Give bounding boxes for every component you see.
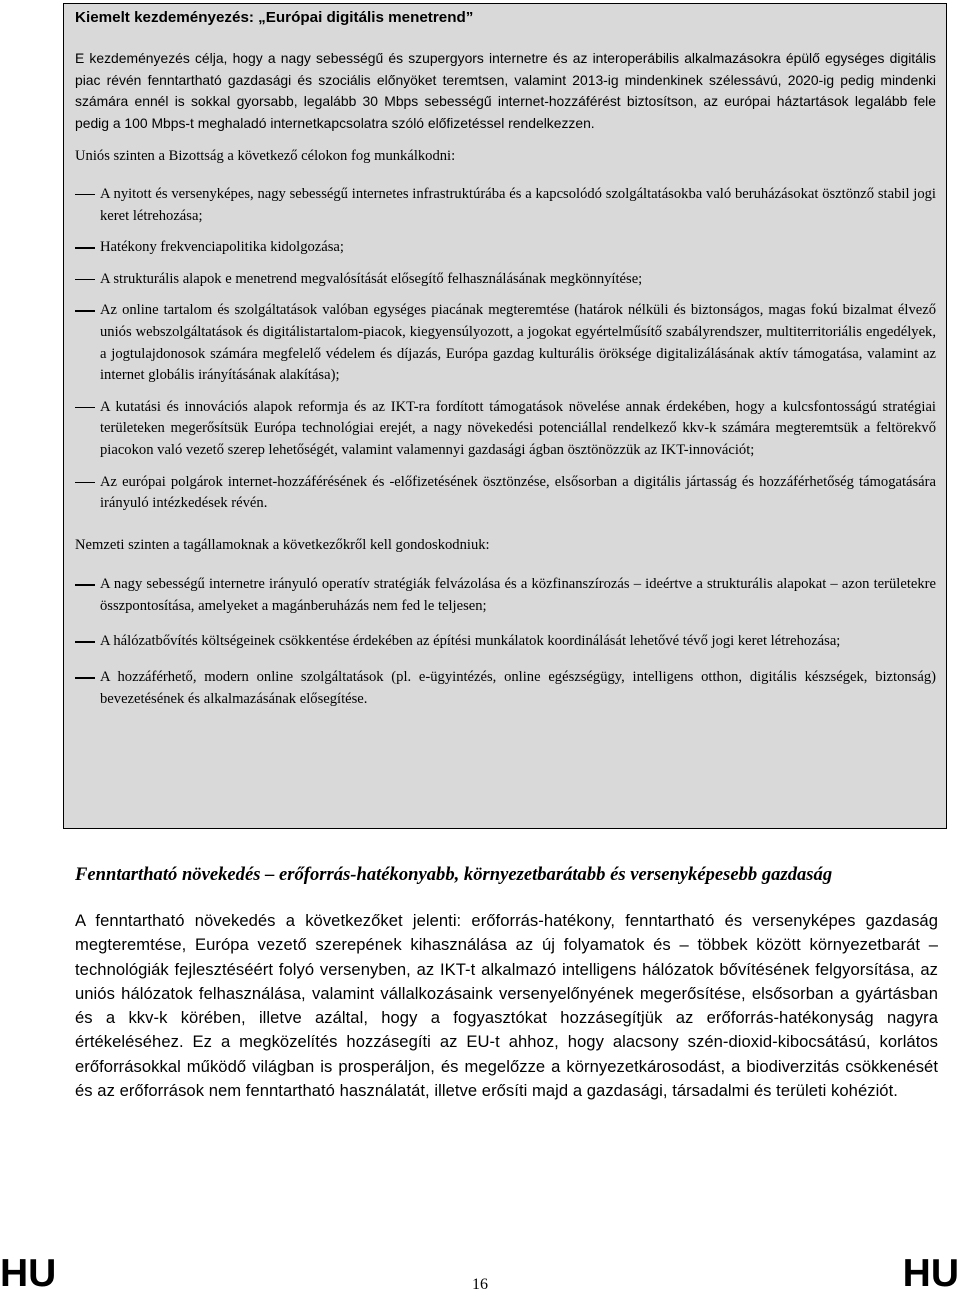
box-intro-paragraph: E kezdeményezés célja, hogy a nagy sebességű és szupergyors internetre és az interoperábilis alkalmazásokra épülő egységes digitális piac révén fenntartható gazdasági és szociális előnyöket teremtsen, valamint 2013-ig mindenkinek szélessávú, 2020-ig pedig mindenki számára ennél is sokkal gyorsabb, legalább 30 Mbps sebességű internet-hozzáférést biztosítson, az európai háztartások legalább fele pedig a 100 Mbps-t meghaladó internetkapcsolatra szóló előfizetéssel rendelkezzen. (75, 50, 936, 131)
eu-level-lead: Uniós szinten a Bizottság a következő célokon fog munkálkodni: (75, 148, 456, 165)
dash-bullet-icon (75, 482, 95, 484)
list-item-text: A kutatási és innovációs alapok reformja és az IKT-ra fordított támogatások növelése annak érdekében, hogy a kulcsfontosságú stratégiai területeken megerősítsük Európa technológiai erejét, a nagy növekedési potenciállal rendelkező kkv-k számára megteremtsük a feltörekvő piacokon való vezető szerep lehetőségét, valamint valamennyi gazdasági ágban ösztönözzük az IKT-innovációt; (100, 398, 936, 458)
list-item (75, 631, 936, 653)
list-item-text: A strukturális alapok e menetrend megvalósítását elősegítő felhasználásának megkönnyítése; (100, 270, 643, 287)
footer-language-code-right: HU (902, 1252, 959, 1295)
list-item-text: Hatékony frekvenciapolitika kidolgozása; (100, 239, 344, 256)
list-item (75, 300, 936, 386)
dash-bullet-icon (75, 310, 95, 312)
eu-level-list (75, 184, 936, 515)
dash-bullet-icon (75, 677, 95, 679)
list-item (75, 237, 936, 259)
list-item-text: A nyitott és versenyképes, nagy sebességű internetes infrastruktúrába és a kapcsolódó szolgáltatásokba való beruházásokat ösztönző stabil jogi keret létrehozása; (100, 185, 936, 224)
list-item (75, 667, 936, 710)
list-item (75, 397, 936, 462)
dash-bullet-icon (75, 279, 95, 281)
list-item (75, 574, 936, 617)
section-body-paragraph: A fenntartható növekedés a következőket jelenti: erőforrás-hatékony, fenntartható és versenyképes gazdaság megteremtése, Európa vezető szerepének kihasználása az új folyamatok és – többek között környezetbarát – technológiák fejlesztéséért folyó versenyben, az IKT-t alkalmazó intelligens hálózatok bővítésének felgyorsítása, az uniós hálózatok felhasználása, valamint vállalkozásaink versenyelőnyének megerősítése, elsősorban a gyártásban és a kkv-k körében, illetve azáltal, hogy a fogyasztókat hozzásegítjük az erőforrás-hatékonyság nagyra értékeléséhez. Ez a megközelítés hozzásegíti az EU-t ahhoz, hogy alacsony szén-dioxid-kibocsátású, korlátos erőforrásokkal működő világban is prosperáljon, és megelőzze a környezetkárosodást, a biodiverzitás csökkenését és az erőforrások nem fenntartható használatát, illetve erősíti majd a gazdasági, társadalmi és területi kohéziót. (75, 911, 938, 1101)
list-item (75, 269, 936, 291)
list-item (75, 184, 936, 227)
national-level-list (75, 574, 936, 710)
sustainable-growth-section (75, 863, 938, 1103)
dash-bullet-icon (75, 584, 95, 586)
section-heading: Fenntartható növekedés – erőforrás-hatékonyabb, környezetbarátabb és versenyképesebb gazdaság (75, 864, 833, 885)
list-item-text: Az online tartalom és szolgáltatások valóban egységes piacának megteremtése (határok nélküli és biztonságos, magas fokú bizalmat élvező uniós webszolgáltatások és digitálistartalom-piacok, kiegyensúlyozott, a jogokat egyértelműsítő szabályrendszer, multiterritoriális engedélyek, a jogtulajdonosok számára megfelelő védelem és díjazás, Európa gazdag kulturális öröksége digitalizálásának aktív támogatása, valamint az internet globális irányításának alakítása); (100, 302, 936, 384)
dash-bullet-icon (75, 247, 95, 249)
page-number: 16 (472, 1276, 488, 1293)
dash-bullet-icon (75, 407, 95, 409)
highlight-box (63, 3, 947, 829)
list-item-text: A nagy sebességű internetre irányuló operatív stratégiák felvázolása és a közfinanszírozás – ideértve a strukturális alapokat – azon területekre összpontosítása, amelyeket a magánberuházás nem fed le teljesen; (100, 576, 936, 614)
dash-bullet-icon (75, 641, 95, 643)
box-title: Kiemelt kezdeményezés: „Európai digitális menetrend” (75, 9, 474, 26)
list-item-text: Az európai polgárok internet-hozzáférésének és -előfizetésének ösztönzése, elsősorban a digitális jártasság és hozzáférhetőség támogatására irányuló intézkedések révén. (100, 473, 936, 512)
dash-bullet-icon (75, 194, 95, 196)
list-item (75, 472, 936, 515)
list-item-text: A hálózatbővítés költségeinek csökkentése érdekében az építési munkálatok koordinálását lehetővé tévő jogi keret létrehozása; (100, 633, 841, 650)
national-level-lead: Nemzeti szinten a tagállamoknak a következőkről kell gondoskodniuk: (75, 536, 490, 553)
list-item-text: A hozzáférhető, modern online szolgáltatások (pl. e-ügyintézés, online egészségügy, intelligens otthon, digitális készségek, biztonság) bevezetésének és alkalmazásának elősegítése. (100, 669, 936, 707)
footer-language-code-left: HU (0, 1252, 57, 1295)
